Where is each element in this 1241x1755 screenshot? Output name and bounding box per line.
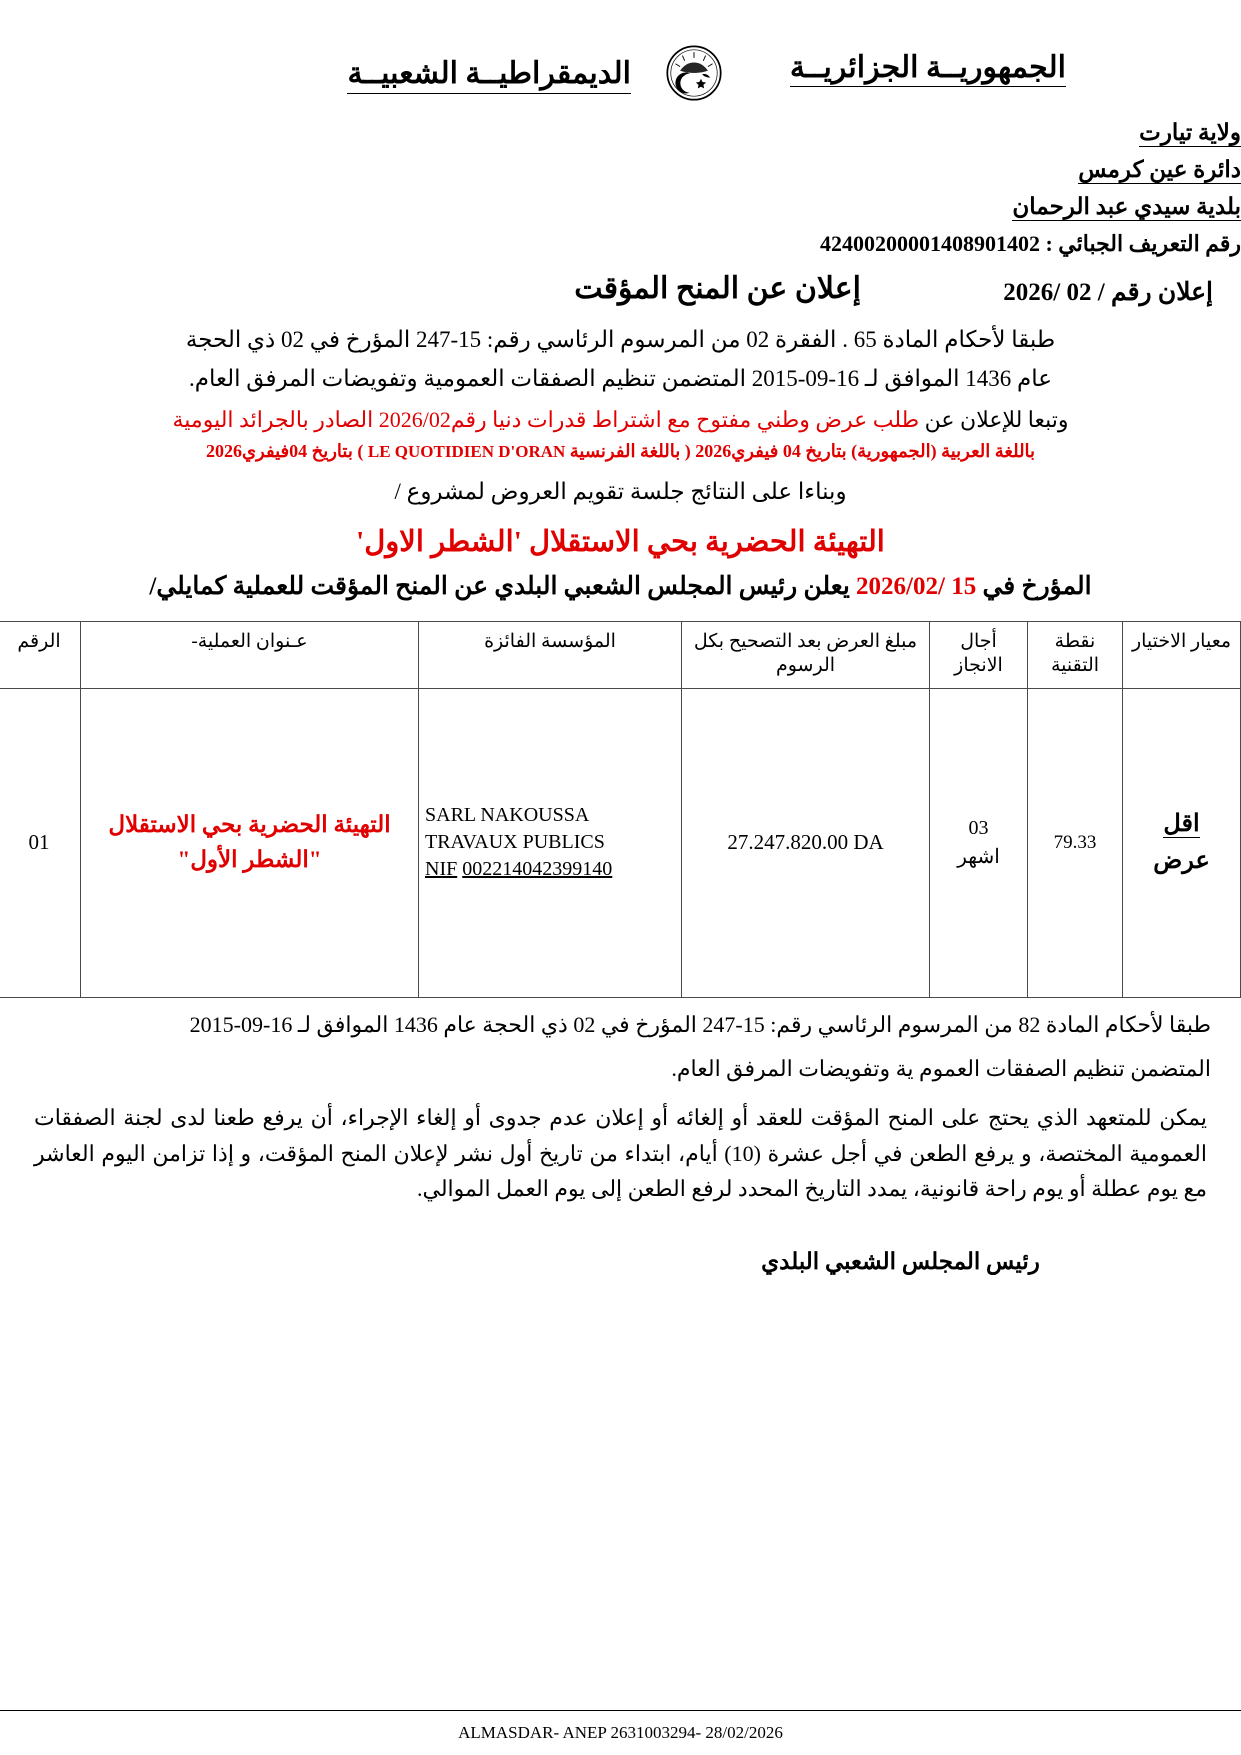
cell-criterion — [1123, 688, 1241, 997]
decree-paragraph-1: طبقا لأحكام المادة 65 . الفقرة 02 من المرسوم الرئاسي رقم: 15-247 المؤرخ في 02 ذي الحجة — [185, 327, 1056, 352]
tax-id-line — [0, 231, 1241, 257]
footer-bar — [0, 1710, 1241, 1755]
article-82-paragraph-2: المتضمن تنظيم الصفقات العموم ية وتفويضات المرفق العام. — [671, 1055, 1211, 1081]
tender-reference-suffix: الصادر بالجرائد اليومية — [172, 406, 374, 432]
tax-id-label: رقم التعريف الجبائي : — [1045, 231, 1241, 256]
column-header-technical: نقطة التقنية — [1028, 621, 1123, 688]
cell-delay — [930, 688, 1028, 997]
wilaya-text: ولاية تيارت — [1139, 120, 1241, 145]
newspapers-line — [24, 438, 1217, 465]
declaration-line — [0, 571, 1241, 615]
newspaper-arabic: باللغة العربية (الجمهورية) بتاريخ 04 فيفري2026 — [695, 440, 1036, 461]
tax-id-value: 42400200001408901402 — [819, 231, 1040, 256]
tender-reference-number: 2026/02 — [378, 406, 451, 432]
daira-text: دائرة عين كرمس — [1078, 157, 1241, 182]
table-header-row — [0, 621, 1241, 688]
criterion-line-1: اقل — [1163, 810, 1200, 837]
declaration-date-label: المؤرخ في — [982, 572, 1092, 600]
column-header-firm: المؤسسة الفائزة — [419, 621, 682, 688]
table-row — [0, 688, 1241, 997]
column-header-number: الرقم — [0, 621, 81, 688]
masthead — [0, 22, 1241, 114]
column-header-criterion: معيار الاختيار — [1123, 621, 1241, 688]
appeal-paragraph: يمكن للمتعهد الذي يحتج على المنح المؤقت للعقد أو إلغائه أو إعلان عدم جدوى أو إلغاء الإجراء، أن يرفع طعنا لدى لجنة الصفقات العمومية المختصة، و يرفع الطعن في أجل عشرة (10) أيام، ابتداء من تاريخ أول نشر لإعلان المنح المؤقت، و إذا تزامن اليوم العاشر مع يوم عطلة أو يوم راحة قانونية، يمدد التاريخ المحدد لرفع الطعن إلى يوم العمل الموالي. — [34, 1105, 1207, 1202]
footer-reference: ALMASDAR- ANEP 2631003294- 28/02/2026 — [458, 1723, 783, 1742]
cell-operation: التهيئة الحضرية بحي الاستقلال "الشطر الأول" — [81, 688, 419, 997]
column-header-amount: مبلغ العرض بعد التصحيح بكل الرسوم — [682, 621, 930, 688]
title-row — [0, 271, 1241, 319]
column-header-operation: عـنوان العملية- — [81, 621, 419, 688]
algeria-national-emblem-icon — [665, 44, 723, 102]
cell-technical-score: 79.33 — [1028, 688, 1123, 997]
daira-line — [0, 157, 1241, 183]
republic-title-left: الديمقراطيــة الشعبيــة — [347, 56, 631, 94]
cell-firm — [419, 688, 682, 997]
baladiya-line — [0, 194, 1241, 220]
signature-title: رئيس المجلس الشعبي البلدي — [761, 1248, 1040, 1274]
declaration-date: 15 /2026/02 — [856, 572, 977, 600]
session-line: وبناءا على النتائج جلسة تقويم العروض لمشروع / — [394, 478, 847, 504]
column-header-delay: أجال الانجاز — [930, 621, 1028, 688]
decree-paragraph-2: عام 1436 الموافق لـ 16-09-2015 المتضمن تنظيم الصفقات العمومية وتفويضات المرفق العام. — [189, 365, 1052, 391]
page-title: إعلان عن المنح المؤقت — [574, 272, 861, 305]
criterion-line-2: عرض — [1153, 847, 1210, 874]
newspaper-french-suffix: ) بتاريخ 04فيفري2026 — [205, 440, 364, 461]
delay-value: 03 — [968, 816, 989, 839]
tender-reference-line — [30, 403, 1211, 436]
administrative-block — [0, 120, 1241, 257]
firm-name: SARL NAKOUSSA TRAVAUX PUBLICS — [425, 804, 605, 854]
declaration-text: يعلن رئيس المجلس الشعبي البلدي عن المنح المؤقت للعملية كمايلي/ — [149, 572, 850, 600]
newspaper-french-name: LE QUOTIDIEN D'ORAN — [367, 441, 566, 461]
delay-unit: اشهر — [957, 845, 1000, 868]
article-82-paragraph-1: طبقا لأحكام المادة 82 من المرسوم الرئاسي رقم: 15-247 المؤرخ في 02 ذي الحجة عام 1436 الموافق لـ 16-09-2015 — [189, 1011, 1211, 1037]
firm-nif-label: NIF — [425, 858, 458, 881]
republic-title-right-text: الجمهوريــة الجزائريــة — [790, 51, 1066, 87]
signature-block — [0, 1249, 1241, 1275]
tender-reference-prefix: وتبعا للإعلان عن — [924, 406, 1069, 432]
republic-title-right — [790, 50, 1066, 85]
announcement-number: إعلان رقم / 02 /2026 — [1003, 279, 1213, 306]
cell-row-number: 01 — [0, 688, 81, 997]
firm-nif-value: 002214042399140 — [462, 858, 613, 881]
award-results-table — [0, 621, 1241, 998]
project-title: التهيئة الحضرية بحي الاستقلال 'الشطر الاول' — [356, 525, 885, 558]
tender-reference-text: طلب عرض وطني مفتوح مع اشتراط قدرات دنيا رقم — [450, 406, 920, 432]
baladiya-text: بلدية سيدي عبد الرحمان — [1012, 194, 1241, 219]
wilaya-line — [0, 120, 1241, 146]
newspaper-french-prefix: ( باللغة الفرنسية — [569, 440, 691, 461]
cell-amount: 27.247.820.00 DA — [682, 688, 930, 997]
